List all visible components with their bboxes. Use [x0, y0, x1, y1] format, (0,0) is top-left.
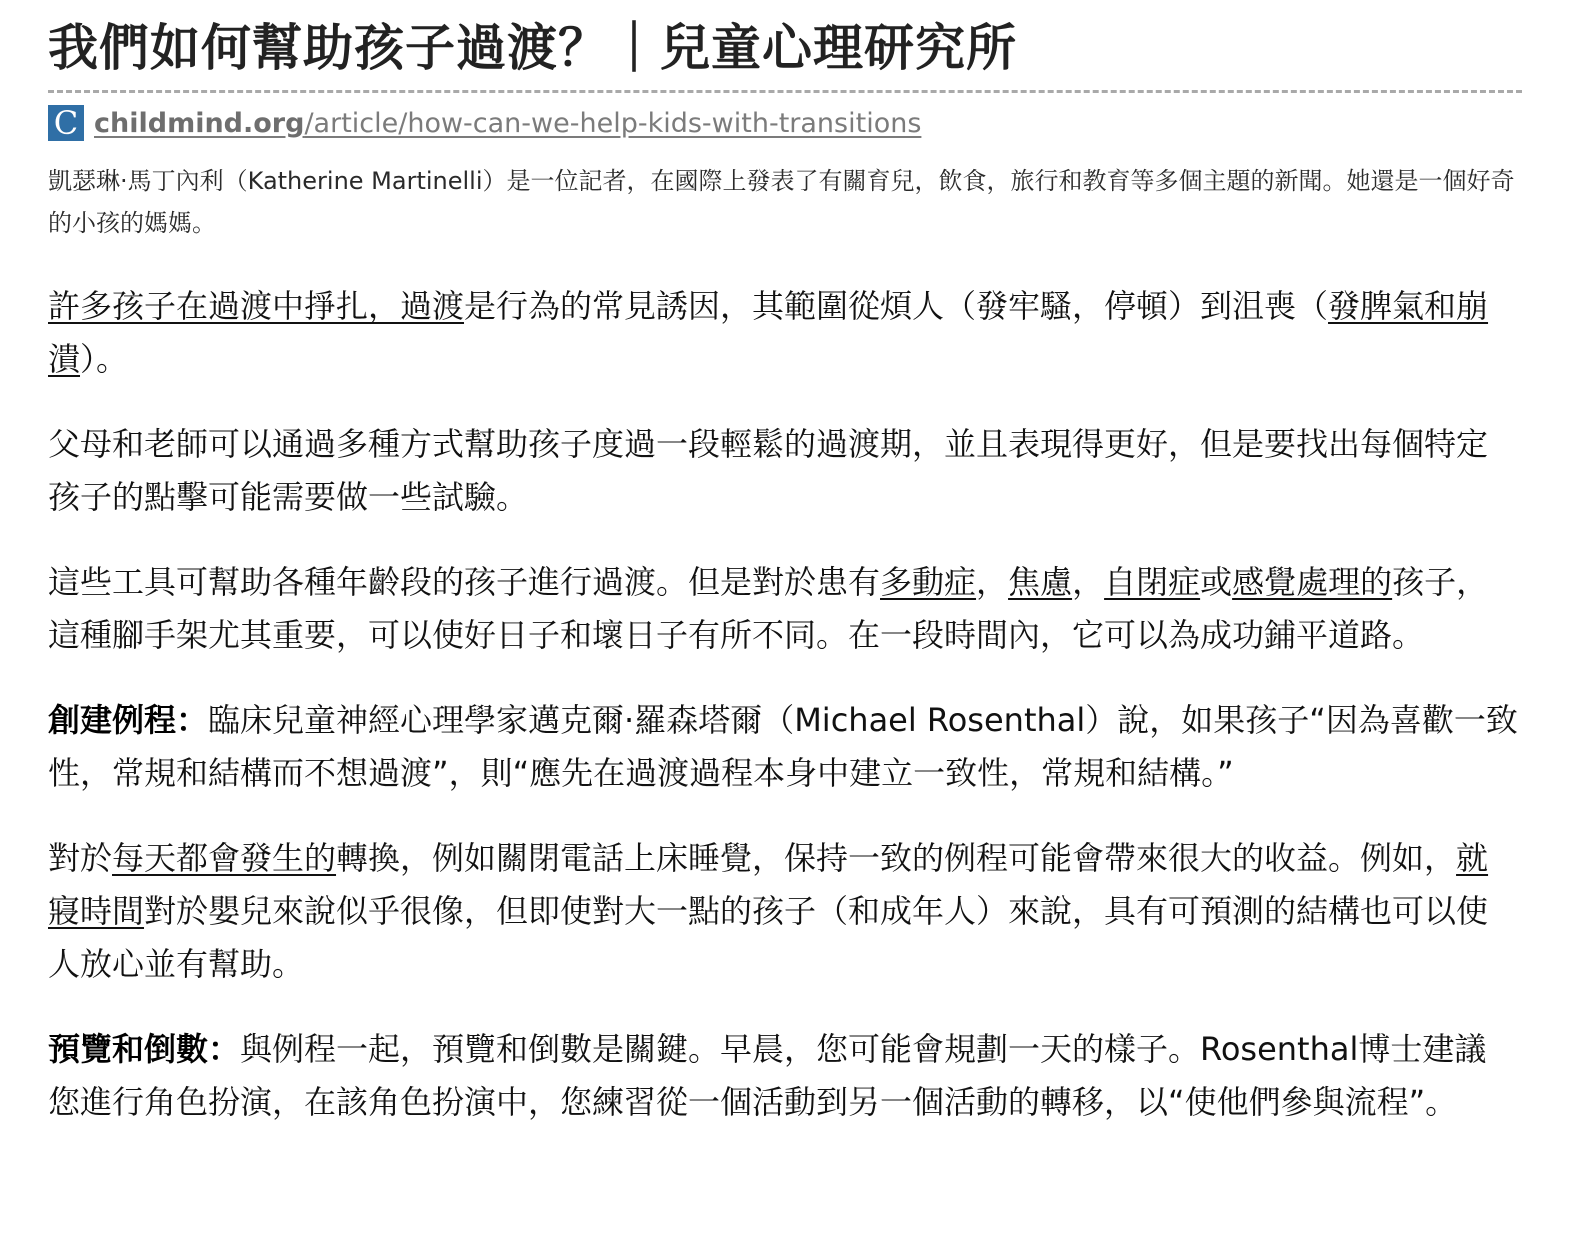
source-url-domain[interactable]: childmind.org — [94, 107, 305, 139]
source-url[interactable] — [94, 108, 921, 139]
paragraph-3-sep-3: 或 — [1200, 563, 1233, 601]
paragraph-3-sep-2: ， — [1072, 563, 1105, 601]
link-daily-transitions[interactable]: 每天都會發生的 — [112, 839, 337, 877]
paragraph-1-text-2: ）。 — [80, 340, 129, 378]
paragraph-1-text-1: 是行為的常見誘因，其範圍從煩人（發牢騷，停頓）到沮喪（ — [464, 287, 1329, 325]
link-autism[interactable]: 自閉症 — [1104, 563, 1201, 601]
site-favicon-icon: C — [48, 105, 84, 141]
title-divider — [48, 90, 1522, 93]
paragraph-6-text: 與例程一起，預覽和倒數是關鍵。早晨，您可能會規劃一天的樣子。Rosenthal博士建議您進行角色扮演，在該角色扮演中，您練習從一個活動到另一個活動的轉移，以“使他們參與流程”。 — [48, 1030, 1487, 1121]
link-tantrums-meltdowns[interactable]: 發脾氣和崩潰 — [48, 287, 1489, 378]
paragraph-3-text-2: 孩子，這種腳手架尤其重要，可以使好日子和壞日子有所不同。在一段時間內，它可以為成功鋪平道路。 — [48, 563, 1489, 654]
paragraph-6 — [48, 1023, 1518, 1129]
link-bedtime[interactable]: 就寢時間 — [48, 839, 1489, 930]
paragraph-5 — [48, 832, 1518, 991]
link-sensory-processing[interactable]: 感覺處理的 — [1232, 563, 1393, 601]
paragraph-5-text-2: 轉換，例如關閉電話上床睡覺，保持一致的例程可能會帶來很大的收益。例如， — [336, 839, 1457, 877]
page-title: 我們如何幫助孩子過渡？｜兒童心理研究所 — [48, 19, 1017, 77]
paragraph-2: 父母和老師可以通過多種方式幫助孩子度過一段輕鬆的過渡期，並且表現得更好，但是要找出每個特定孩子的點擊可能需要做一些試驗。 — [48, 425, 1489, 516]
link-anxiety[interactable]: 焦慮 — [1008, 563, 1073, 601]
paragraph-4-text: 臨床兒童神經心理學家邁克爾·羅森塔爾（Michael Rosenthal）說，如果孩子“因為喜歡一致性，常規和結構而不想過渡”，則“應先在過渡過程本身中建立一致性，常規和結構。” — [48, 701, 1518, 792]
paragraph-4 — [48, 694, 1518, 800]
paragraph-5-text-1: 對於 — [48, 839, 113, 877]
paragraph-1 — [48, 280, 1518, 386]
source-link[interactable] — [48, 104, 921, 142]
paragraph-3 — [48, 556, 1518, 662]
link-adhd[interactable]: 多動症 — [880, 563, 977, 601]
article-body — [48, 280, 1518, 1161]
section-heading-previews: 預覽和倒數： — [48, 1030, 241, 1068]
author-byline: 凱瑟琳·馬丁內利（Katherine Martinelli）是一位記者，在國際上發表了有關育兒，飲食，旅行和教育等多個主題的新聞。她還是一個好奇的小孩的媽媽。 — [48, 167, 1515, 237]
paragraph-3-text-1: 這些工具可幫助各種年齡段的孩子進行過渡。但是對於患有 — [48, 563, 881, 601]
paragraph-5-text-3: 對於嬰兒來說似乎很像，但即使對大一點的孩子（和成年人）來說，具有可預測的結構也可以使人放心並有幫助。 — [48, 892, 1489, 983]
paragraph-3-sep-1: ， — [976, 563, 1009, 601]
source-url-path[interactable]: /article/how-can-we-help-kids-with-transitions — [304, 107, 922, 139]
section-heading-routines: 創建例程： — [48, 701, 209, 739]
link-transitions-struggle[interactable]: 許多孩子在過渡中掙扎，過渡 — [48, 287, 465, 325]
